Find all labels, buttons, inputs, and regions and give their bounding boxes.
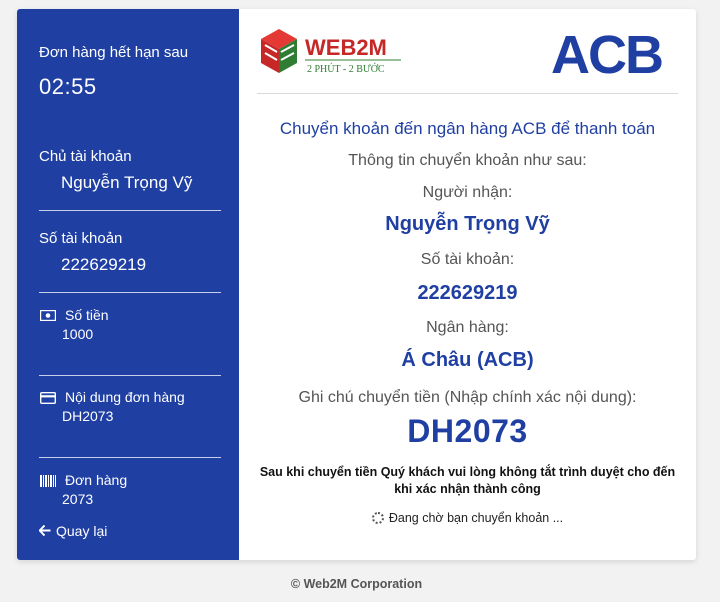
amount-value: 1000: [62, 326, 94, 342]
content-block: [39, 389, 221, 425]
acb-logo: [549, 23, 679, 81]
divider: [39, 375, 221, 376]
web2m-wordmark: WEB2M: [305, 35, 387, 60]
divider: [39, 210, 221, 211]
main-panel: [239, 9, 696, 560]
countdown-timer: 02:55: [39, 74, 97, 99]
web2m-logo: [257, 23, 417, 83]
order-block: [39, 472, 221, 508]
account-block: [39, 230, 221, 276]
owner-label: Chủ tài khoản: [39, 148, 132, 165]
order-label: Đơn hàng: [65, 472, 128, 488]
expire-block: [39, 44, 221, 100]
amount-block: [39, 307, 221, 343]
warning-text: Sau khi chuyển tiền Quý khách vui lòng không tắt trình duyệt cho đến khi xác nhận thành công: [259, 465, 676, 496]
spinner-icon: [372, 512, 384, 524]
owner-value: Nguyễn Trọng Vỹ: [61, 173, 193, 192]
payment-card: [17, 9, 696, 560]
barcode-icon: [39, 474, 57, 488]
account-label: Số tài khoản:: [420, 251, 515, 268]
footer-copyright: © Web2M Corporation: [290, 577, 423, 591]
transfer-note-code: DH2073: [407, 413, 528, 449]
money-icon: [39, 309, 57, 323]
divider: [39, 292, 221, 293]
sidebar: [17, 9, 239, 560]
account-value: 222629219: [417, 282, 518, 304]
web2m-tagline: 2 PHÚT - 2 BƯỚC: [307, 64, 385, 75]
note-label: Ghi chú chuyển tiền (Nhập chính xác nội dung):: [298, 389, 637, 406]
recipient-value: Nguyễn Trọng Vỹ: [385, 213, 550, 235]
content-label: Nội dung đơn hàng: [65, 389, 185, 405]
page-title: Chuyển khoản đến ngân hàng ACB để thanh toán: [279, 119, 656, 138]
recipient-label: Người nhận:: [422, 184, 513, 201]
order-value: 2073: [62, 491, 94, 507]
acb-wordmark: ACB: [551, 25, 662, 81]
info-label: Thông tin chuyển khoản như sau:: [348, 152, 587, 169]
status-text: Đang chờ bạn chuyển khoản ...: [388, 511, 564, 525]
account-label: Số tài khoản: [39, 230, 123, 247]
status-line: [239, 511, 696, 525]
content-value: DH2073: [62, 408, 114, 424]
expire-label: Đơn hàng hết hạn sau: [39, 44, 189, 61]
credit-card-icon: [39, 391, 57, 405]
arrow-left-icon: [39, 523, 51, 539]
header-divider: [257, 93, 678, 94]
bank-label: Ngân hàng:: [426, 319, 509, 336]
divider: [39, 457, 221, 458]
bank-value: Á Châu (ACB): [401, 349, 534, 371]
back-link[interactable]: [39, 523, 107, 539]
amount-label: Số tiền: [65, 307, 109, 323]
owner-block: [39, 148, 221, 194]
account-value: 222629219: [61, 255, 147, 274]
back-label: Quay lại: [56, 523, 108, 539]
